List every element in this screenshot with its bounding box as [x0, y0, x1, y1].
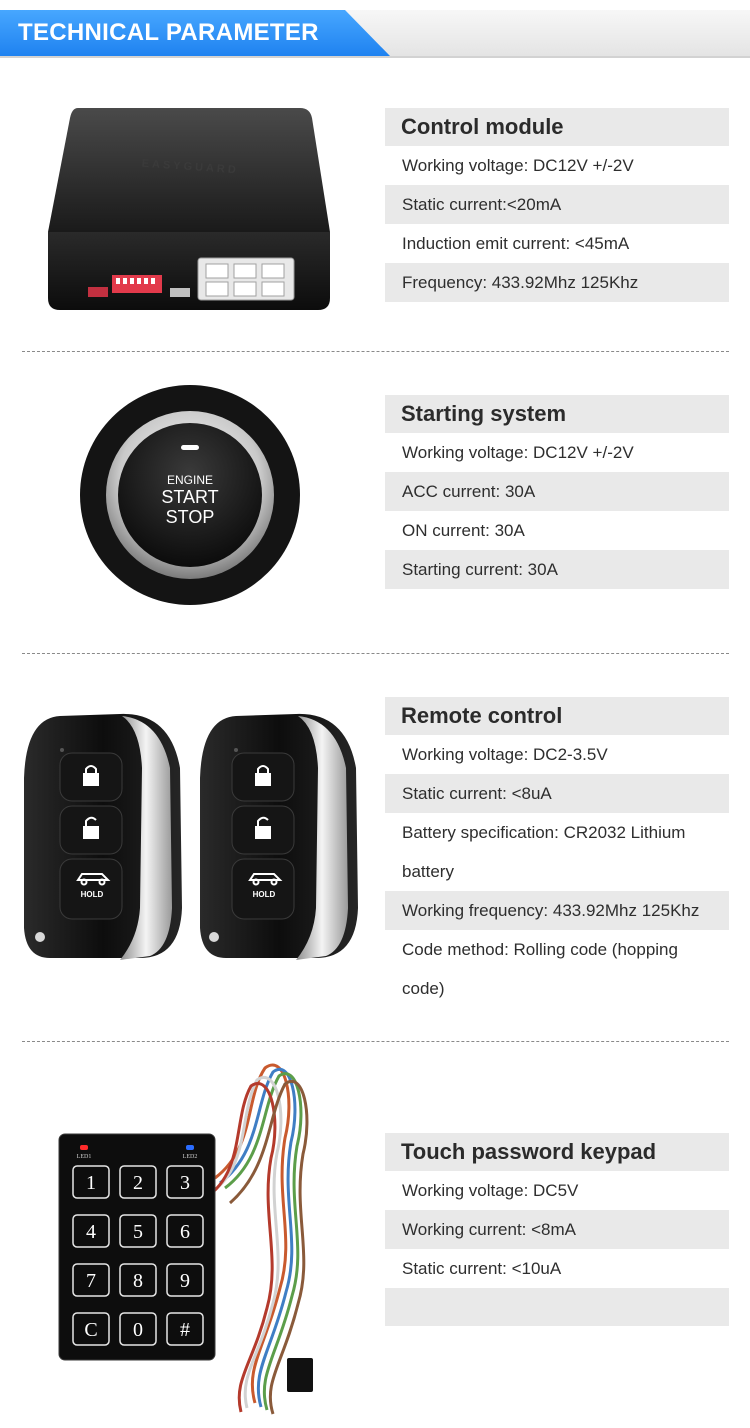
antenna-jack — [170, 288, 190, 297]
keypad-key-label: 8 — [133, 1270, 143, 1292]
spec-row: Working voltage: DC12V +/-2V — [402, 156, 634, 175]
spec-row: ACC current: 30A — [385, 472, 729, 511]
start-stop-button-image — [78, 383, 302, 607]
led1-label: LED1 — [76, 1154, 92, 1160]
module-brand-text: EASYGUARD — [141, 157, 240, 177]
spec-row: Frequency: 433.92Mhz 125Khz — [385, 263, 729, 302]
remote-fob-2 — [200, 714, 358, 960]
hold-label: HOLD — [252, 890, 276, 899]
spec-row: Battery specification: CR2032 Lithium — [402, 823, 686, 842]
keypad-key-label: 5 — [133, 1221, 143, 1243]
keypad-image — [55, 1058, 345, 1418]
hold-label: HOLD — [80, 890, 104, 899]
spec-row: code) — [402, 979, 445, 998]
keypad-key-label: 6 — [180, 1221, 190, 1243]
small-port — [88, 287, 108, 297]
led2-indicator — [186, 1145, 194, 1150]
spec-row: Working voltage: DC5V — [402, 1181, 579, 1200]
section-divider — [22, 1041, 729, 1042]
spec-row: Induction emit current: <45mA — [402, 234, 630, 253]
page-title: TECHNICAL PARAMETER — [18, 19, 319, 46]
spec-row-empty — [385, 1288, 729, 1326]
keypad-key-label: 2 — [133, 1172, 143, 1194]
spec-row: Starting current: 30A — [385, 550, 729, 589]
spec-title: Touch password keypad — [385, 1133, 729, 1171]
spec-row: Working frequency: 433.92Mhz 125Khz — [385, 891, 729, 930]
wire-plug — [287, 1358, 313, 1392]
spec-row: Static current:<20mA — [385, 185, 729, 224]
keypad-key-label: 0 — [133, 1319, 143, 1341]
remote-keys-image — [20, 708, 360, 976]
spec-row: Static current: <10uA — [402, 1259, 562, 1278]
section-divider — [22, 653, 729, 654]
spec-row: Working voltage: DC2-3.5V — [402, 745, 608, 764]
control-module-image — [40, 100, 340, 320]
starting-system-spec — [385, 395, 729, 589]
remote-fob-1 — [24, 714, 182, 960]
remote-control-spec — [385, 697, 729, 1008]
spec-title: Starting system — [385, 395, 729, 433]
spec-title: Control module — [385, 108, 729, 146]
keypad-key-label: C — [84, 1319, 98, 1341]
spec-row: ON current: 30A — [402, 521, 525, 540]
keypad-key-label: 7 — [86, 1270, 96, 1292]
keypad-key-label: 4 — [86, 1221, 96, 1243]
control-module-spec — [385, 108, 729, 302]
button-text-engine: ENGINE — [166, 473, 214, 487]
keypad-key-label: # — [180, 1319, 190, 1341]
spec-row: Code method: Rolling code (hopping — [402, 940, 678, 959]
spec-row: battery — [402, 862, 454, 881]
button-text-stop: STOP — [165, 507, 215, 527]
led1-indicator — [80, 1145, 88, 1150]
button-indicator-light — [181, 445, 199, 450]
spec-row: Working voltage: DC12V +/-2V — [402, 443, 634, 462]
spec-row: Static current: <8uA — [385, 774, 729, 813]
keypad-key-label: 1 — [86, 1172, 96, 1194]
section-divider — [22, 351, 729, 352]
spec-title: Remote control — [385, 697, 729, 735]
led2-label: LED2 — [182, 1154, 198, 1160]
button-text-start: START — [161, 487, 219, 507]
spec-row: Working current: <8mA — [385, 1210, 729, 1249]
keypad-key-label: 3 — [180, 1172, 190, 1194]
keypad-key-label: 9 — [180, 1270, 190, 1292]
keypad-spec — [385, 1133, 729, 1326]
